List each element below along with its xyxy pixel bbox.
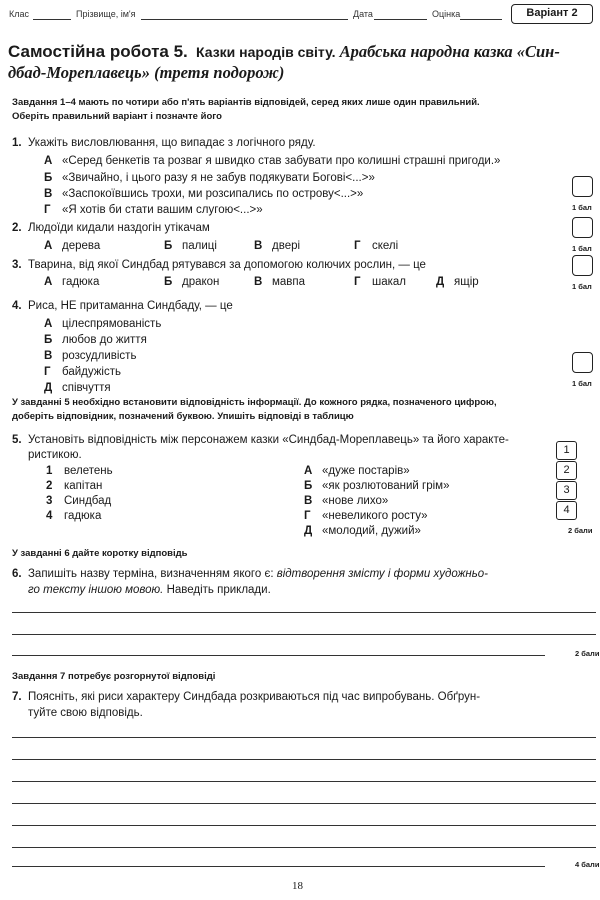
q4-option-b[interactable]: Б любов до життя [44, 334, 147, 346]
q5-right-b: Б «як розлютований грім» [304, 480, 450, 492]
q5-right-d: Г «невеликого росту» [304, 510, 428, 522]
q7-answer-line-5[interactable] [12, 825, 596, 826]
q3-option-c[interactable]: В мавпа [254, 276, 306, 288]
question-6-line2: го тексту іншою мовою. Наведіть приклади. [28, 584, 271, 596]
q5-left-4: 4 гадюка [46, 510, 102, 522]
section2-instruction-line2: доберіть відповідник, позначений буквою. Упишіть відповіді в таблицю [12, 411, 354, 422]
q7-answer-line-7[interactable] [12, 866, 545, 867]
q3-option-d[interactable]: Г шакал [354, 276, 407, 288]
question-5-line2: ристикою. [28, 449, 82, 461]
date-field[interactable] [374, 19, 427, 20]
q3-option-a[interactable]: А гадюка [44, 276, 100, 288]
q5-answer-box-3[interactable]: 3 [556, 481, 577, 500]
variant-badge: Варіант 2 [511, 4, 593, 24]
section1-instruction: Завдання 1–4 мають по чотири або п'ять варіантів відповідей, серед яких лише один правильний. [12, 97, 480, 108]
q3-option-e[interactable]: Д ящір [436, 276, 479, 288]
section3-instruction: У завданні 6 дайте коротку відповідь [12, 548, 188, 559]
class-label: Клас [9, 9, 29, 19]
q6-answer-line-1[interactable] [12, 612, 596, 613]
q5-left-1: 1 велетень [46, 465, 113, 477]
q5-left-2: 2 капітан [46, 480, 103, 492]
page-number: 18 [292, 880, 303, 892]
name-field[interactable] [141, 19, 348, 20]
q5-left-3: 3 Синдбад [46, 495, 112, 507]
q4-option-e[interactable]: Д співчуття [44, 382, 111, 394]
question-3: 3. Тварина, від якої Синдбад рятувався за допомогою колючих рослин, — це [12, 259, 426, 271]
question-6: 6. Запишіть назву терміна, визначенням якого є: відтворення змісту і форми художньо- [12, 568, 488, 580]
q5-right-e: Д «молодий, дужий» [304, 525, 421, 537]
q3-option-b[interactable]: Б дракон [164, 276, 220, 288]
q1-option-d[interactable]: Г «Я хотів би стати вашим слугою<...>» [44, 204, 263, 216]
question-7: 7. Поясніть, які риси характеру Синдбада розкриваються під час випробувань. Обґрун- [12, 691, 481, 703]
q5-answer-box-2[interactable]: 2 [556, 461, 577, 480]
q7-answer-line-4[interactable] [12, 803, 596, 804]
q2-answer-box[interactable] [572, 217, 593, 238]
q2-option-b[interactable]: Б палиці [164, 240, 217, 252]
q2-option-c[interactable]: В двері [254, 240, 301, 252]
q5-right-c: В «нове лихо» [304, 495, 389, 507]
q1-option-c[interactable]: В «Заспокоївшись трохи, ми розсипались по острову<...>» [44, 188, 364, 200]
page-title: Самостійна робота 5. Казки народів світу. Арабська народна казка «Син- [8, 42, 560, 61]
q4-option-c[interactable]: В розсудливість [44, 350, 137, 362]
q6-answer-line-3[interactable] [12, 655, 545, 656]
q3-answer-box[interactable] [572, 255, 593, 276]
q6-score: 2 бали [575, 649, 600, 658]
q1-score: 1 бал [572, 203, 592, 212]
q4-answer-box[interactable] [572, 352, 593, 373]
q5-answer-box-4[interactable]: 4 [556, 501, 577, 520]
question-5: 5. Установіть відповідність між персонажем казки «Синдбад-Мореплавець» та його характе- [12, 434, 509, 446]
q2-option-d[interactable]: Г скелі [354, 240, 399, 252]
q6-answer-line-2[interactable] [12, 634, 596, 635]
q1-answer-box[interactable] [572, 176, 593, 197]
section4-instruction: Завдання 7 потребує розгорнутої відповіді [12, 671, 216, 682]
q2-score: 1 бал [572, 244, 592, 253]
q4-score: 1 бал [572, 379, 592, 388]
q5-right-a: А «дуже постарів» [304, 465, 410, 477]
name-label: Прізвище, ім'я [76, 9, 136, 19]
q5-score: 2 бали [568, 526, 593, 535]
q7-score: 4 бали [575, 860, 600, 869]
question-7-line2: туйте свою відповідь. [28, 707, 143, 719]
q7-answer-line-3[interactable] [12, 781, 596, 782]
class-field[interactable] [33, 19, 71, 20]
q5-answer-box-1[interactable]: 1 [556, 441, 577, 460]
grade-label: Оцінка [432, 9, 461, 19]
section2-instruction: У завданні 5 необхідно встановити відповідність інформації. До кожного рядка, позначеного цифрою, [12, 397, 497, 408]
page-title-line2: дбад-Мореплавець» (третя подорож) [8, 63, 285, 82]
q7-answer-line-1[interactable] [12, 737, 596, 738]
q1-option-a[interactable]: А «Серед бенкетів та розваг я швидко став забувати про колишні страшні пригоди.» [44, 155, 501, 167]
question-1: 1. Укажіть висловлювання, що випадає з логічного ряду. [12, 137, 316, 149]
q4-option-a[interactable]: А цілеспрямованість [44, 318, 162, 330]
q7-answer-line-2[interactable] [12, 759, 596, 760]
q4-option-d[interactable]: Г байдужість [44, 366, 121, 378]
q1-option-b[interactable]: Б «Звичайно, і цього разу я не забув подякувати Богові<...>» [44, 172, 375, 184]
q2-option-a[interactable]: А дерева [44, 240, 101, 252]
q3-score: 1 бал [572, 282, 592, 291]
q7-answer-line-6[interactable] [12, 847, 596, 848]
question-2: 2. Людоїди кидали наздогін утікачам [12, 222, 210, 234]
question-4: 4. Риса, НЕ притаманна Синдбаду, — це [12, 300, 233, 312]
date-label: Дата [353, 9, 373, 19]
grade-field[interactable] [460, 19, 502, 20]
section1-instruction-line2: Оберіть правильний варіант і позначте його [12, 111, 222, 122]
